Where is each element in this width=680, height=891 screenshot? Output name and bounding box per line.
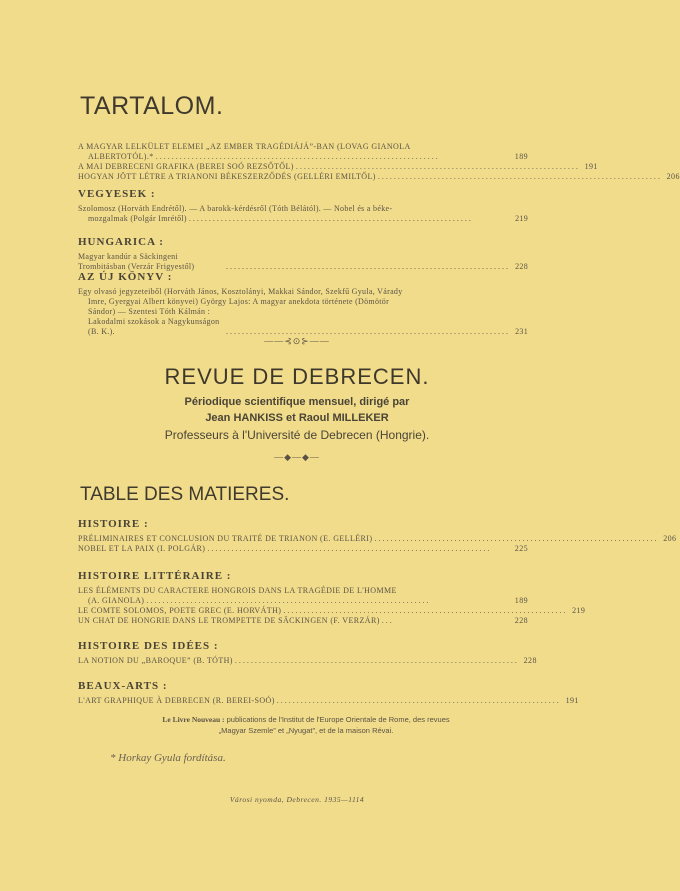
uj-konyv-text-1: Egy olvasó jegyzeteiből (Horváth János, Kosztolányi, Makkai Sándor, Szekfű Gyula, Várady	[78, 287, 403, 296]
page-number: 206	[666, 172, 680, 181]
article-2: A MAI DEBRECENI GRAFIKA (BEREI SOÓ REZSŐTŐL) ....................................................................... 191	[78, 162, 598, 171]
page-number: 206	[663, 534, 677, 543]
article-1-line1: A MAGYAR LELKÜLET ELEMEI „AZ EMBER TRAGÉDIÁJÁ”-BAN (LOVAG GIANOLA	[78, 142, 411, 151]
livre-nouveau-note	[78, 714, 534, 736]
hungarica-heading: HUNGARICA :	[78, 236, 164, 248]
histoire-litteraire-section	[78, 570, 586, 626]
beaux-arts-heading: BEAUX-ARTS :	[78, 680, 168, 692]
histoire-heading: HISTOIRE :	[78, 518, 149, 530]
divider-ornament: ——⊰⊙⊱——	[264, 336, 330, 346]
note-line-2: „Magyar Szemle” et „Nyugat”, et de la maison Révai.	[218, 726, 394, 735]
dot-leader: .......................................................................	[234, 656, 519, 665]
page-number: 219	[515, 214, 528, 223]
dot-leader: .......................................................................	[226, 327, 510, 336]
beaux-arts-section	[78, 680, 579, 706]
page-number: 228	[523, 656, 537, 665]
article-3: HOGYAN JÖTT LÉTRE A TRIANONI BÉKESZERZŐDÉS (GELLÉRI EMILTŐL) ....................................................................... 206	[78, 172, 680, 181]
dot-leader: .......................................................................	[146, 596, 431, 605]
vegyesek-text-2: mozgalmak (Polgár Imrétől) ....................................................................... 219	[88, 214, 528, 223]
histoire-litteraire-heading: HISTOIRE LITTÉRAIRE :	[78, 570, 232, 582]
dot-leader: .......................................................................	[377, 172, 662, 181]
page-number: 191	[584, 162, 598, 171]
dot-leader: .......................................................................	[276, 696, 561, 705]
revue-affiliation: Professeurs à l'Université de Debrecen (Hongrie).	[164, 428, 430, 442]
histoire-item-2: NOBEL ET LA PAIX (I. POLGÁR) ....................................................................... 225	[78, 544, 528, 553]
revue-title: REVUE DE DEBRECEN.	[164, 364, 430, 389]
note-label: Le Livre Nouveau :	[162, 715, 225, 724]
page-number: 225	[514, 544, 528, 553]
histoire-item-1: PRÉLIMINAIRES ET CONCLUSION DU TRAITÉ DE TRIANON (E. GELLÉRI) ....................................................................... 206	[78, 534, 677, 543]
page-number: 191	[565, 696, 579, 705]
dot-leader: .......................................................................	[226, 262, 510, 271]
revue-subtitle: Périodique scientifique mensuel, dirigé par	[184, 396, 410, 408]
vegyesek-text-1: Szolomosz (Horváth Endrétől). — A barokk-kérdésről (Tóth Bélától). — Nobel és a béke-	[78, 204, 393, 213]
dot-leader: ...	[381, 616, 394, 625]
dot-leader: .......................................................................	[188, 214, 473, 223]
printer-imprint: Városi nyomda, Debrecen. 1935—1114	[229, 795, 365, 804]
dot-leader: .......................................................................	[283, 606, 568, 615]
uj-konyv-heading: AZ ÚJ KÖNYV :	[78, 271, 173, 283]
uj-konyv-text-2: Imre, Gyergyai Albert könyvei) György Lajos: A magyar anekdota története (Dömötör	[88, 297, 390, 306]
page-number: 228	[515, 262, 528, 271]
dot-leader: .......................................................................	[374, 534, 659, 543]
revue-editors: Jean HANKISS et Raoul MILLEKER	[205, 412, 389, 424]
uj-konyv-section	[78, 271, 528, 337]
vegyesek-section	[78, 188, 528, 224]
dot-leader: .......................................................................	[295, 162, 580, 171]
page-number: 189	[514, 152, 528, 161]
dot-leader: .......................................................................	[155, 152, 440, 161]
article-1-line2: ALBERTOTÓL).* ....................................................................... 189	[88, 152, 528, 161]
histoire-litt-item-1a: LES ÉLÉMENTS DU CARACTERE HONGROIS DANS LA TRAGÉDIE DE L'HOMME	[78, 586, 397, 595]
hu-articles	[78, 142, 680, 182]
histoire-idees-section	[78, 640, 537, 666]
hungarica-text: Magyar kandúr a Säckingeni Trombitásban (Verzár Frigyestől) ....................................................................... 228	[78, 252, 528, 271]
revue-ornament: —◆—◆—	[274, 452, 320, 462]
beaux-arts-item: L'ART GRAPHIQUE À DEBRECEN (R. BEREI-SOÓ) ....................................................................... 191	[78, 696, 579, 705]
table-des-matieres-title: TABLE DES MATIERES.	[80, 484, 290, 505]
hungarica-section	[78, 236, 528, 272]
uj-konyv-text-3: Sándor) — Szentesi Tóth Kálmán : Lakodalmi szokások a Nagykunságon (B. K.). ....................................................................... 231	[88, 307, 528, 336]
page-number: 231	[515, 327, 528, 336]
histoire-litt-item-3: UN CHAT DE HONGRIE DANS LE TROMPETTE DE SÄCKINGEN (F. VERZÁR) ... 228	[78, 616, 528, 625]
histoire-section	[78, 518, 677, 554]
histoire-litt-item-1b: (A. GIANOLA) ....................................................................... 189	[88, 596, 528, 605]
note-line-1: Le Livre Nouveau : publications de l'Institut de l'Europe Orientale de Rome, des revues	[162, 715, 450, 724]
page-number: 219	[572, 606, 586, 615]
dot-leader: .......................................................................	[207, 544, 492, 553]
tartalom-title: TARTALOM.	[80, 92, 224, 120]
histoire-litt-item-2: LE COMTE SOLOMOS, POETE GREC (E. HORVÁTH) ....................................................................... 219	[78, 606, 586, 615]
translator-footnote: * Horkay Gyula fordítása.	[110, 752, 226, 764]
idees-item: LA NOTION DU „BAROQUE” (B. TÓTH) ....................................................................... 228	[78, 656, 537, 665]
histoire-idees-heading: HISTOIRE DES IDÉES :	[78, 640, 219, 652]
page-number: 189	[514, 596, 528, 605]
page-number: 228	[514, 616, 528, 625]
vegyesek-heading: VEGYESEK :	[78, 188, 156, 200]
